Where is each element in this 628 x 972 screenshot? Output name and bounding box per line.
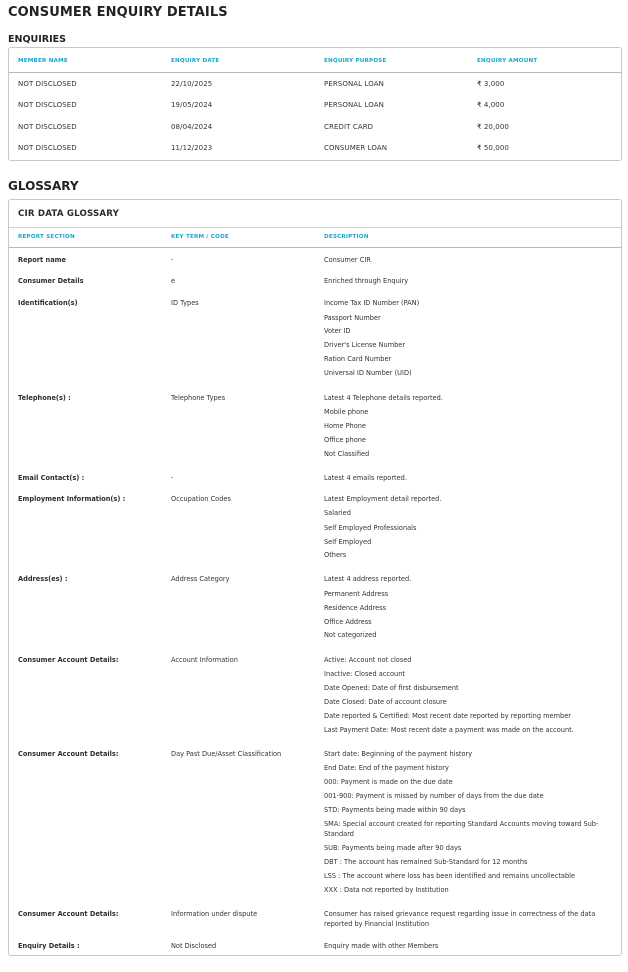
enquiry-purpose: CREDIT CARD: [324, 123, 374, 131]
description-item: Start date: Beginning of the payment history: [324, 750, 473, 758]
key-term: Occupation Codes: [171, 495, 231, 503]
description: Latest 4 emails reported.: [324, 474, 407, 482]
report-section: Enquiry Details :: [18, 942, 80, 950]
description-item: Universal ID Number (UID): [324, 369, 412, 377]
report-section: Consumer Account Details:: [18, 910, 119, 918]
col-enquiry-purpose: ENQUIRY PURPOSE: [324, 58, 387, 64]
description-item: Not categorized: [324, 631, 377, 639]
description-item: Salaried: [324, 509, 351, 517]
description-item: Ration Card Number: [324, 355, 392, 363]
description-item: XXX : Data not reported by Institution: [324, 886, 449, 894]
report-section: Identification(s): [18, 299, 78, 307]
enquiry-date: 11/12/2023: [171, 144, 213, 152]
col-report-section: REPORT SECTION: [18, 234, 75, 240]
col-enquiry-amount: ENQUIRY AMOUNT: [477, 58, 538, 64]
enquiries-heading: ENQUIRIES: [8, 34, 66, 45]
description-item: Self Employed: [324, 538, 372, 546]
member-name: NOT DISCLOSED: [18, 101, 77, 109]
enquiries-table: [8, 47, 622, 161]
description-item: Date Opened: Date of first disbursement: [324, 684, 459, 692]
glossary-heading: GLOSSARY: [8, 179, 79, 193]
enquiry-date: 22/10/2025: [171, 80, 213, 88]
report-section: Address(es) :: [18, 575, 68, 583]
description-item: DBT : The account has remained Sub-Standard for 12 months: [324, 858, 528, 866]
enquiry-amount: ₹ 3,000: [477, 80, 505, 88]
key-term: -: [171, 256, 174, 264]
key-term: Information under dispute: [171, 910, 258, 918]
enquiry-date: 19/05/2024: [171, 101, 213, 109]
member-name: NOT DISCLOSED: [18, 144, 77, 152]
report-section: Telephone(s) :: [18, 394, 71, 402]
report-section: Consumer Account Details:: [18, 750, 119, 758]
description-item: Office phone: [324, 436, 366, 444]
description-item: Date Closed: Date of account closure: [324, 698, 447, 706]
enquiry-date: 08/04/2024: [171, 123, 213, 131]
enquiry-purpose: PERSONAL LOAN: [324, 80, 384, 88]
description: Consumer CIR: [324, 256, 371, 264]
description-item: Driver's License Number: [324, 341, 406, 349]
key-term: Address Category: [171, 575, 230, 583]
title-divider: [9, 227, 621, 228]
key-term: Day Past Due/Asset Classification: [171, 750, 282, 758]
col-member-name: MEMBER NAME: [18, 58, 68, 64]
description-item: Latest 4 address reported.: [324, 575, 412, 583]
description-item: Office Address: [324, 618, 372, 626]
glossary-card-title: CIR DATA GLOSSARY: [18, 209, 120, 219]
key-term: ID Types: [171, 299, 199, 307]
description-item: Others: [324, 551, 347, 559]
header-divider: [9, 247, 621, 248]
report-section: Consumer Account Details:: [18, 656, 119, 664]
enquiry-amount: ₹ 20,000: [477, 123, 509, 131]
description-item: LSS : The account where loss has been identified and remains uncollectable: [324, 872, 576, 880]
report-section: Consumer Details: [18, 277, 84, 285]
col-description: DESCRIPTION: [324, 234, 369, 240]
description-item: Permanent Address: [324, 590, 389, 598]
description-item: Latest 4 Telephone details reported.: [324, 394, 443, 402]
key-term: Telephone Types: [171, 394, 226, 402]
description-item: Mobile phone: [324, 408, 369, 416]
enquiry-purpose: PERSONAL LOAN: [324, 101, 384, 109]
key-term: -: [171, 474, 174, 482]
description-item: SUB: Payments being made after 90 days: [324, 844, 462, 852]
description-item: Income Tax ID Number (PAN): [324, 299, 420, 307]
description-item: 001-900: Payment is missed by number of days from the due date: [324, 792, 544, 800]
description-item: Last Payment Date: Most recent date a payment was made on the account.: [324, 726, 574, 734]
description-item: STD: Payments being made within 90 days: [324, 806, 466, 814]
description-item: Latest Employment detail reported.: [324, 495, 442, 503]
key-term: Account Information: [171, 656, 238, 664]
description-item: Residence Address: [324, 604, 387, 612]
description-item: Self Employed Professionals: [324, 524, 417, 532]
description: Enriched through Enquiry: [324, 277, 409, 285]
enquiry-amount: ₹ 4,000: [477, 101, 505, 109]
report-section: Email Contact(s) :: [18, 474, 85, 482]
col-enquiry-date: ENQUIRY DATE: [171, 58, 220, 64]
description-item: Home Phone: [324, 422, 366, 430]
description-item: End Date: End of the payment history: [324, 764, 449, 772]
description-item: Passport Number: [324, 314, 381, 322]
report-section: Report name: [18, 256, 66, 264]
key-term: e: [171, 277, 176, 285]
page-title: CONSUMER ENQUIRY DETAILS: [8, 5, 228, 20]
report-section: Employment Information(s) :: [18, 495, 126, 503]
header-divider: [9, 72, 621, 73]
member-name: NOT DISCLOSED: [18, 123, 77, 131]
description-item: SMA: Special account created for reporting Standard Accounts moving toward Sub-Standard: [324, 820, 599, 838]
description-item: Active: Account not closed: [324, 656, 412, 664]
description-item: Date reported & Certified: Most recent date reported by reporting member: [324, 712, 571, 720]
description-item: 000: Payment is made on the due date: [324, 778, 453, 786]
col-key-term: KEY TERM / CODE: [171, 234, 229, 240]
description-item: Not Classified: [324, 450, 370, 458]
description-item: Inactive: Closed account: [324, 670, 405, 678]
key-term: Not Disclosed: [171, 942, 217, 950]
member-name: NOT DISCLOSED: [18, 80, 77, 88]
description: Enquiry made with other Members: [324, 942, 439, 950]
description: Consumer has raised grievance request regarding issue in correctness of the data reported by Financial Institution: [324, 910, 596, 928]
description-item: Voter ID: [324, 327, 351, 335]
glossary-card: [8, 199, 622, 956]
enquiry-purpose: CONSUMER LOAN: [324, 144, 388, 152]
enquiry-amount: ₹ 50,000: [477, 144, 509, 152]
